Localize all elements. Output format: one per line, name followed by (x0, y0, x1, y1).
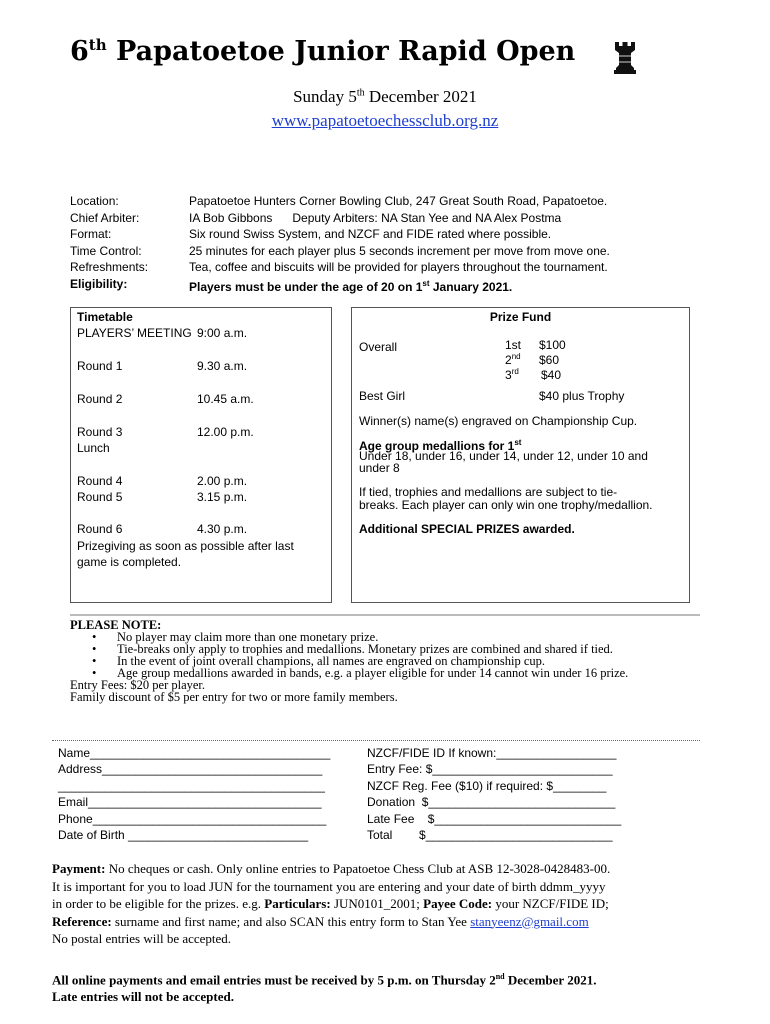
club-website-link[interactable]: www.papatoetoechessclub.org.nz (271, 111, 499, 130)
notes-list (70, 631, 710, 679)
no-postal-entries: No postal entries will be accepted. (52, 931, 232, 946)
eligibility-date: January 2021. (429, 279, 513, 294)
place-2-label: 2 (505, 353, 512, 367)
value-chief-arbiter: IA Bob Gibbons (189, 210, 273, 225)
round-3-time: 12.00 p.m. (197, 425, 254, 439)
title-text: Papatoetoe Junior Rapid Open (106, 36, 576, 67)
deadline-text: All online payments and email entries must be received by 5 p.m. on Thursday 2 (52, 972, 496, 988)
nzcf-reg-fee-field[interactable]: NZCF Reg. Fee ($10) if required: $________ (367, 778, 607, 793)
note-item: • No player may claim more than one monetary prize. (70, 631, 710, 643)
age-group-ordinal: st (514, 438, 522, 447)
winners-engraved: Winner(s) name(s) engraved on Championship Cup. (359, 414, 638, 428)
deadline-date: December 2021. (504, 972, 597, 988)
note-item: • Tie-breaks only apply to trophies and medallions. Monetary prizes are combined and shared if tied. (70, 643, 710, 655)
payment-line-1 (52, 860, 712, 878)
overall-places (505, 339, 566, 381)
prize-fund-heading: Prize Fund (489, 310, 552, 324)
payment-text: No cheques or cash. Only online entries to Papatoetoe Chess Club at ASB 12-3028-0428483-00. (105, 861, 611, 876)
round-6-label: Round 6 (77, 522, 123, 536)
contact-email-link[interactable]: stanyeenz@gmail.com (470, 913, 589, 929)
special-prizes: Additional SPECIAL PRIZES awarded. (359, 522, 575, 536)
payment-line-2: It is important for you to load JUN for the tournament you are entering and your date of birth ddmm_yyyy (52, 878, 606, 894)
particulars-label: Particulars: (264, 896, 331, 911)
label-eligibility: Eligibility: (70, 276, 128, 291)
date-text: Sunday 5 (293, 87, 357, 106)
please-note-section (70, 619, 710, 703)
prize-fund-box (351, 307, 690, 603)
place-3 (505, 366, 566, 381)
overall-label: Overall (359, 340, 398, 354)
eligibility-ordinal: st (422, 278, 430, 288)
place-2-ordinal: nd (511, 352, 521, 361)
round-5-time: 3.15 p.m. (197, 490, 248, 504)
payee-code-label: Payee Code: (423, 896, 493, 911)
best-girl-label: Best Girl (359, 389, 406, 403)
label-format: Format: (70, 227, 112, 242)
label-chief-arbiter: Chief Arbiter: (70, 210, 140, 225)
event-date (0, 87, 770, 107)
info-values (189, 193, 709, 293)
label-location: Location: (70, 194, 119, 208)
payment-label: Payment: (52, 861, 106, 876)
round-1-label: Round 1 (77, 359, 123, 373)
particulars-value: JUN0101_2001; (330, 896, 424, 911)
entry-fees: Entry Fees: $20 per player. (70, 678, 206, 692)
best-girl-prize: $40 plus Trophy (539, 389, 625, 403)
lunch-label: Lunch (77, 441, 110, 455)
players-meeting-label: PLAYERS’ MEETING (77, 326, 192, 340)
place-3-ordinal: rd (511, 367, 519, 376)
chess-rook-icon (612, 40, 638, 74)
page-title (70, 36, 575, 67)
late-fee-field[interactable]: Late Fee $____________________________ (367, 811, 622, 826)
deadline-line-1 (52, 968, 732, 988)
round-2-time: 10.45 a.m. (197, 392, 254, 406)
entry-form-left (58, 745, 330, 843)
value-format: Six round Swiss System, and NZCF and FIDE rated where possible. (189, 227, 552, 242)
payment-line-3-text: in order to be eligible for the prizes. e.g. (52, 896, 265, 911)
cut-line (52, 740, 700, 741)
age-group-bands-1: Under 18, under 16, under 14, under 12, under 10 and (359, 449, 648, 463)
value-arbiters (189, 210, 709, 227)
deadline-line-2: Late entries will not be accepted. (52, 989, 234, 1005)
place-2-amount: $60 (539, 353, 560, 367)
value-eligibility (189, 276, 709, 293)
title-ordinal: th (88, 36, 107, 54)
place-3-amount: $40 (541, 368, 562, 382)
timetable-box (70, 307, 332, 603)
value-refreshments: Tea, coffee and biscuits will be provided for players throughout the tournament. (189, 260, 608, 275)
reference-text: surname and first name; and also SCAN this entry form to Stan Yee (111, 913, 471, 929)
round-4-time: 2.00 p.m. (197, 474, 248, 488)
email-field[interactable]: Email___________________________________ (58, 795, 322, 810)
round-1-time: 9.30 a.m. (197, 359, 248, 373)
round-6-time: 4.30 p.m. (197, 522, 248, 536)
prizegiving-line-1: Prizegiving as soon as possible after last (77, 539, 294, 553)
family-discount: Family discount of $5 per entry for two or more family members. (70, 690, 398, 704)
tied-line-1: If tied, trophies and medallions are subject to tie- (359, 485, 618, 499)
round-3-label: Round 3 (77, 425, 123, 439)
label-time-control: Time Control: (70, 243, 142, 258)
payee-code-value: your NZCF/FIDE ID; (492, 896, 609, 911)
note-item: • Age group medallions awarded in bands, e.g. a player eligible for under 14 cannot win under 16 prize. (70, 667, 710, 679)
reference-label: Reference: (52, 913, 112, 929)
value-deputy-arbiters: Deputy Arbiters: NA Stan Yee and NA Alex Postma (292, 210, 562, 225)
age-group-bands-2: under 8 (359, 461, 400, 475)
place-3-label: 3 (505, 368, 512, 382)
donation-field[interactable]: Donation $____________________________ (367, 795, 616, 810)
payment-section (52, 860, 712, 948)
phone-field[interactable]: Phone___________________________________ (58, 811, 327, 826)
date-of-birth-field[interactable]: Date of Birth ___________________________ (58, 828, 309, 843)
prizegiving-line-2: game is completed. (77, 555, 182, 569)
nzcf-fide-id-field[interactable]: NZCF/FIDE ID If known:__________________ (367, 746, 617, 760)
title-number: 6 (70, 36, 89, 67)
place-1-label: 1st (505, 338, 522, 352)
age-group-text: Age group medallions for 1 (359, 439, 515, 453)
value-location: Papatoetoe Hunters Corner Bowling Club, 247 Great South Road, Papatoetoe. (189, 194, 608, 208)
players-meeting-time: 9:00 a.m. (197, 326, 248, 340)
name-field[interactable]: Name____________________________________ (58, 746, 331, 760)
place-1-amount: $100 (539, 338, 566, 352)
total-field[interactable]: Total $____________________________ (367, 828, 613, 843)
address-field[interactable]: Address_________________________________ (58, 762, 323, 777)
round-5-label: Round 5 (77, 490, 123, 504)
label-refreshments: Refreshments: (70, 260, 149, 275)
payment-line-4 (52, 913, 712, 931)
note-item: • In the event of joint overall champions, all names are engraved on championship cup. (70, 655, 710, 667)
entry-fee-field[interactable]: Entry Fee: $___________________________ (367, 762, 613, 777)
place-1 (505, 339, 566, 351)
info-labels (70, 193, 185, 293)
please-note-heading: PLEASE NOTE: (70, 618, 162, 632)
payment-line-3 (52, 895, 712, 913)
tied-line-2: breaks. Each player can only win one trophy/medallion. (359, 498, 653, 512)
place-2 (505, 351, 566, 366)
deadline-notice (52, 968, 732, 1005)
value-time-control: 25 minutes for each player plus 5 seconds increment per move from move one. (189, 243, 610, 258)
address-field-line-2[interactable]: ________________________________________ (58, 778, 325, 793)
eligibility-text: Players must be under the age of 20 on 1 (189, 279, 423, 294)
date-ordinal: th (356, 87, 365, 99)
entry-form-right (367, 745, 621, 843)
round-4-label: Round 4 (77, 474, 123, 488)
timetable-heading: Timetable (77, 310, 133, 324)
date-month-year: December 2021 (364, 87, 477, 106)
deadline-ordinal: nd (495, 972, 505, 981)
round-2-label: Round 2 (77, 392, 123, 406)
divider-line (70, 614, 700, 616)
